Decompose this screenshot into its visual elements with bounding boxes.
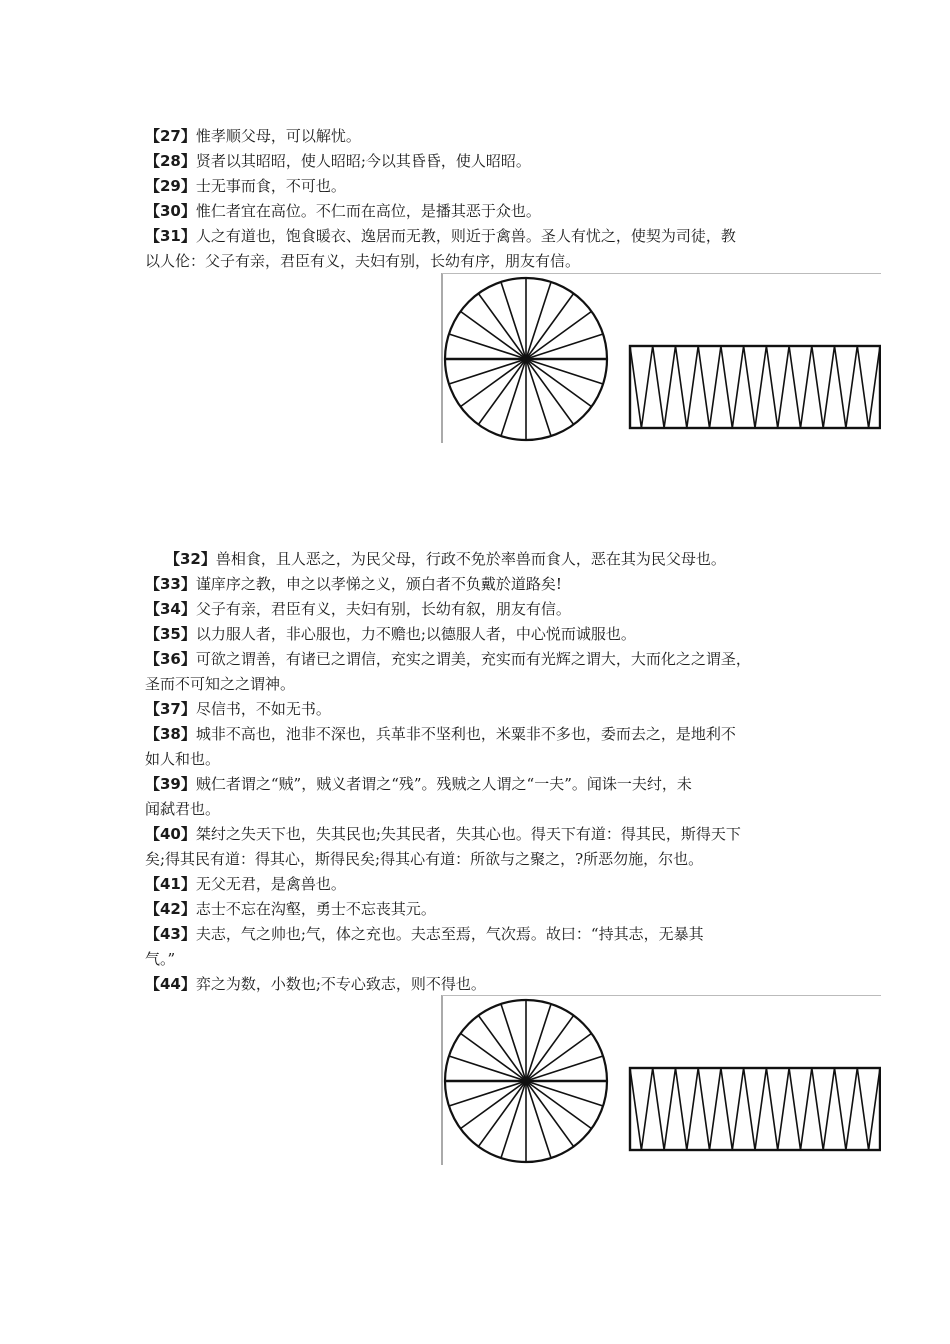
wheel-spoke (526, 1015, 574, 1081)
wheel-spoke (526, 282, 551, 359)
wheel-spoke (526, 1081, 574, 1147)
paragraph-text: 士无事而食，不可也。 (195, 177, 346, 195)
wheel-spoke (478, 293, 526, 359)
paragraph-number: 【31】 (145, 227, 196, 245)
paragraph-line-continued: 圣而不可知之之谓神。 (145, 675, 296, 693)
paragraph-line (145, 697, 825, 722)
wheel-spoke (501, 359, 526, 436)
wheel-spoke (460, 1081, 526, 1129)
paragraph-text: 贤者以其昭昭，使人昭昭;今以其昏昏，使人昭昭。 (195, 152, 531, 170)
paragraph-text: 桀纣之失天下也，失其民也;失其民者，失其心也。得天下有道：得其民，斯得天下 (195, 825, 741, 843)
paragraph-37 (145, 697, 825, 722)
wheel-spoke (526, 359, 574, 425)
wheel-spoke (460, 311, 526, 359)
paragraph-text: 可欲之谓善，有诸已之谓信，充实之谓美，充实而有光辉之谓大，大而化之之谓圣， (195, 650, 751, 668)
wheel-spoke (478, 1015, 526, 1081)
figure-2 (441, 995, 881, 1165)
paragraph-43 (145, 922, 825, 972)
paragraph-number: 【27】 (145, 127, 196, 145)
paragraph-line (145, 149, 825, 174)
paragraph-number: 【28】 (145, 152, 196, 170)
zigzag-frame (630, 346, 880, 428)
wheel-spoke (449, 1081, 526, 1106)
paragraph-text: 志士不忘在沟壑，勇士不忘丧其元。 (195, 900, 436, 918)
paragraph-line (145, 622, 825, 647)
paragraph-text: 父子有亲，君臣有义，夫妇有别，长幼有叙，朋友有信。 (195, 600, 571, 618)
wheel-spoke (526, 1033, 592, 1081)
paragraph-text: 惟孝顺父母，可以解忧。 (195, 127, 361, 145)
paragraph-number: 【42】 (145, 900, 196, 918)
paragraph-number: 【30】 (145, 202, 196, 220)
paragraph-number: 【32】 (165, 550, 216, 568)
paragraph-line (145, 972, 825, 997)
paragraph-line (145, 722, 825, 747)
wheel-spoke (526, 293, 574, 359)
paragraph-35 (145, 622, 825, 647)
wheel-spoke (460, 359, 526, 407)
paragraph-27 (145, 124, 825, 149)
paragraph-number: 【38】 (145, 725, 196, 743)
paragraph-29 (145, 174, 825, 199)
paragraph-40 (145, 822, 825, 872)
paragraph-number: 【37】 (145, 700, 196, 718)
paragraph-line (145, 872, 825, 897)
wheel-spoke (526, 1056, 603, 1081)
paragraph-line-continued: 矣;得其民有道：得其心，斯得民矣;得其心有道：所欲与之聚之，?所恶勿施，尔也。 (145, 850, 704, 868)
wheel-spoke (478, 359, 526, 425)
paragraph-number: 【39】 (145, 775, 196, 793)
paragraph-32 (145, 547, 825, 572)
paragraph-line (145, 922, 825, 947)
paragraph-number: 【36】 (145, 650, 196, 668)
wheel-spoke (526, 311, 592, 359)
paragraph-line (145, 174, 825, 199)
paragraph-text: 尽信书，不如无书。 (195, 700, 331, 718)
paragraph-31 (145, 224, 825, 274)
paragraph-text: 人之有道也，饱食暖衣、逸居而无教，则近于禽兽。圣人有忧之，使契为司徒，教 (195, 227, 736, 245)
paragraph-text: 夫志，气之帅也;气，体之充也。夫志至焉，气次焉。故曰：“持其志，无暴其 (195, 925, 704, 943)
paragraph-number: 【34】 (145, 600, 196, 618)
wheel-spoke (526, 1081, 603, 1106)
zigzag-frame (630, 1068, 880, 1150)
wheel-spoke (449, 1056, 526, 1081)
wheel-spoke (526, 1081, 551, 1158)
paragraph-38 (145, 722, 825, 772)
wheel-spoke (526, 359, 551, 436)
paragraph-text: 谨庠序之教，申之以孝悌之义，颁白者不负戴於道路矣! (195, 575, 562, 593)
paragraph-line (145, 199, 825, 224)
paragraph-33 (145, 572, 825, 597)
wheel-spoke (449, 359, 526, 384)
paragraph-line-continued: 闻弑君也。 (145, 800, 221, 818)
paragraph-line (145, 597, 825, 622)
wheel-spoke (501, 282, 526, 359)
paragraph-line-continued: 气。” (145, 950, 176, 968)
paragraph-number: 【29】 (145, 177, 196, 195)
wheel-spoke (526, 1081, 592, 1129)
paragraph-line-continued: 以人伦：父子有亲，君臣有义，夫妇有别，长幼有序，朋友有信。 (145, 252, 581, 270)
paragraph-line-continued: 如人和也。 (145, 750, 221, 768)
paragraph-28 (145, 149, 825, 174)
paragraph-line (145, 822, 825, 847)
figure-1 (441, 273, 881, 443)
paragraph-41 (145, 872, 825, 897)
wheel-spoke (460, 1033, 526, 1081)
wheel-and-zigzag-drawing (441, 273, 881, 443)
paragraph-text: 城非不高也，池非不深也，兵革非不坚利也，米粟非不多也，委而去之，是地利不 (195, 725, 736, 743)
wheel-spoke (501, 1081, 526, 1158)
text-block-1 (145, 124, 825, 274)
text-block-2 (145, 547, 825, 997)
paragraph-line (145, 124, 825, 149)
paragraph-30 (145, 199, 825, 224)
paragraph-text: 弈之为数，小数也;不专心致志，则不得也。 (195, 975, 486, 993)
paragraph-number: 【41】 (145, 875, 196, 893)
wheel-spoke (478, 1081, 526, 1147)
wheel-spoke (526, 1004, 551, 1081)
paragraph-number: 【44】 (145, 975, 196, 993)
paragraph-number: 【33】 (145, 575, 196, 593)
zigzag-line (630, 346, 880, 428)
paragraph-text: 以力服人者，非心服也，力不赡也;以德服人者，中心悦而诚服也。 (195, 625, 636, 643)
paragraph-text: 惟仁者宜在高位。不仁而在高位，是播其恶于众也。 (195, 202, 541, 220)
paragraph-text: 贼仁者谓之“贼”，贼义者谓之“残”。残贼之人谓之“一夫”。闻诛一夫纣，未 (195, 775, 692, 793)
paragraph-text: 无父无君，是禽兽也。 (195, 875, 346, 893)
wheel-spoke (526, 334, 603, 359)
paragraph-number: 【40】 (145, 825, 196, 843)
paragraph-36 (145, 647, 825, 697)
wheel-spoke (449, 334, 526, 359)
paragraph-line (145, 647, 825, 672)
paragraph-line (145, 772, 825, 797)
paragraph-44 (145, 972, 825, 997)
wheel-spoke (501, 1004, 526, 1081)
paragraph-line (145, 224, 825, 249)
paragraph-number: 【35】 (145, 625, 196, 643)
paragraph-line (145, 572, 825, 597)
zigzag-line (630, 1068, 880, 1150)
paragraph-42 (145, 897, 825, 922)
wheel-spoke (526, 359, 592, 407)
paragraph-text: 兽相食，且人恶之，为民父母，行政不免於率兽而食人，恶在其为民父母也。 (215, 550, 726, 568)
paragraph-34 (145, 597, 825, 622)
paragraph-line (145, 547, 825, 572)
paragraph-39 (145, 772, 825, 822)
paragraph-line (145, 897, 825, 922)
wheel-and-zigzag-drawing (441, 995, 881, 1165)
wheel-spoke (526, 359, 603, 384)
paragraph-number: 【43】 (145, 925, 196, 943)
